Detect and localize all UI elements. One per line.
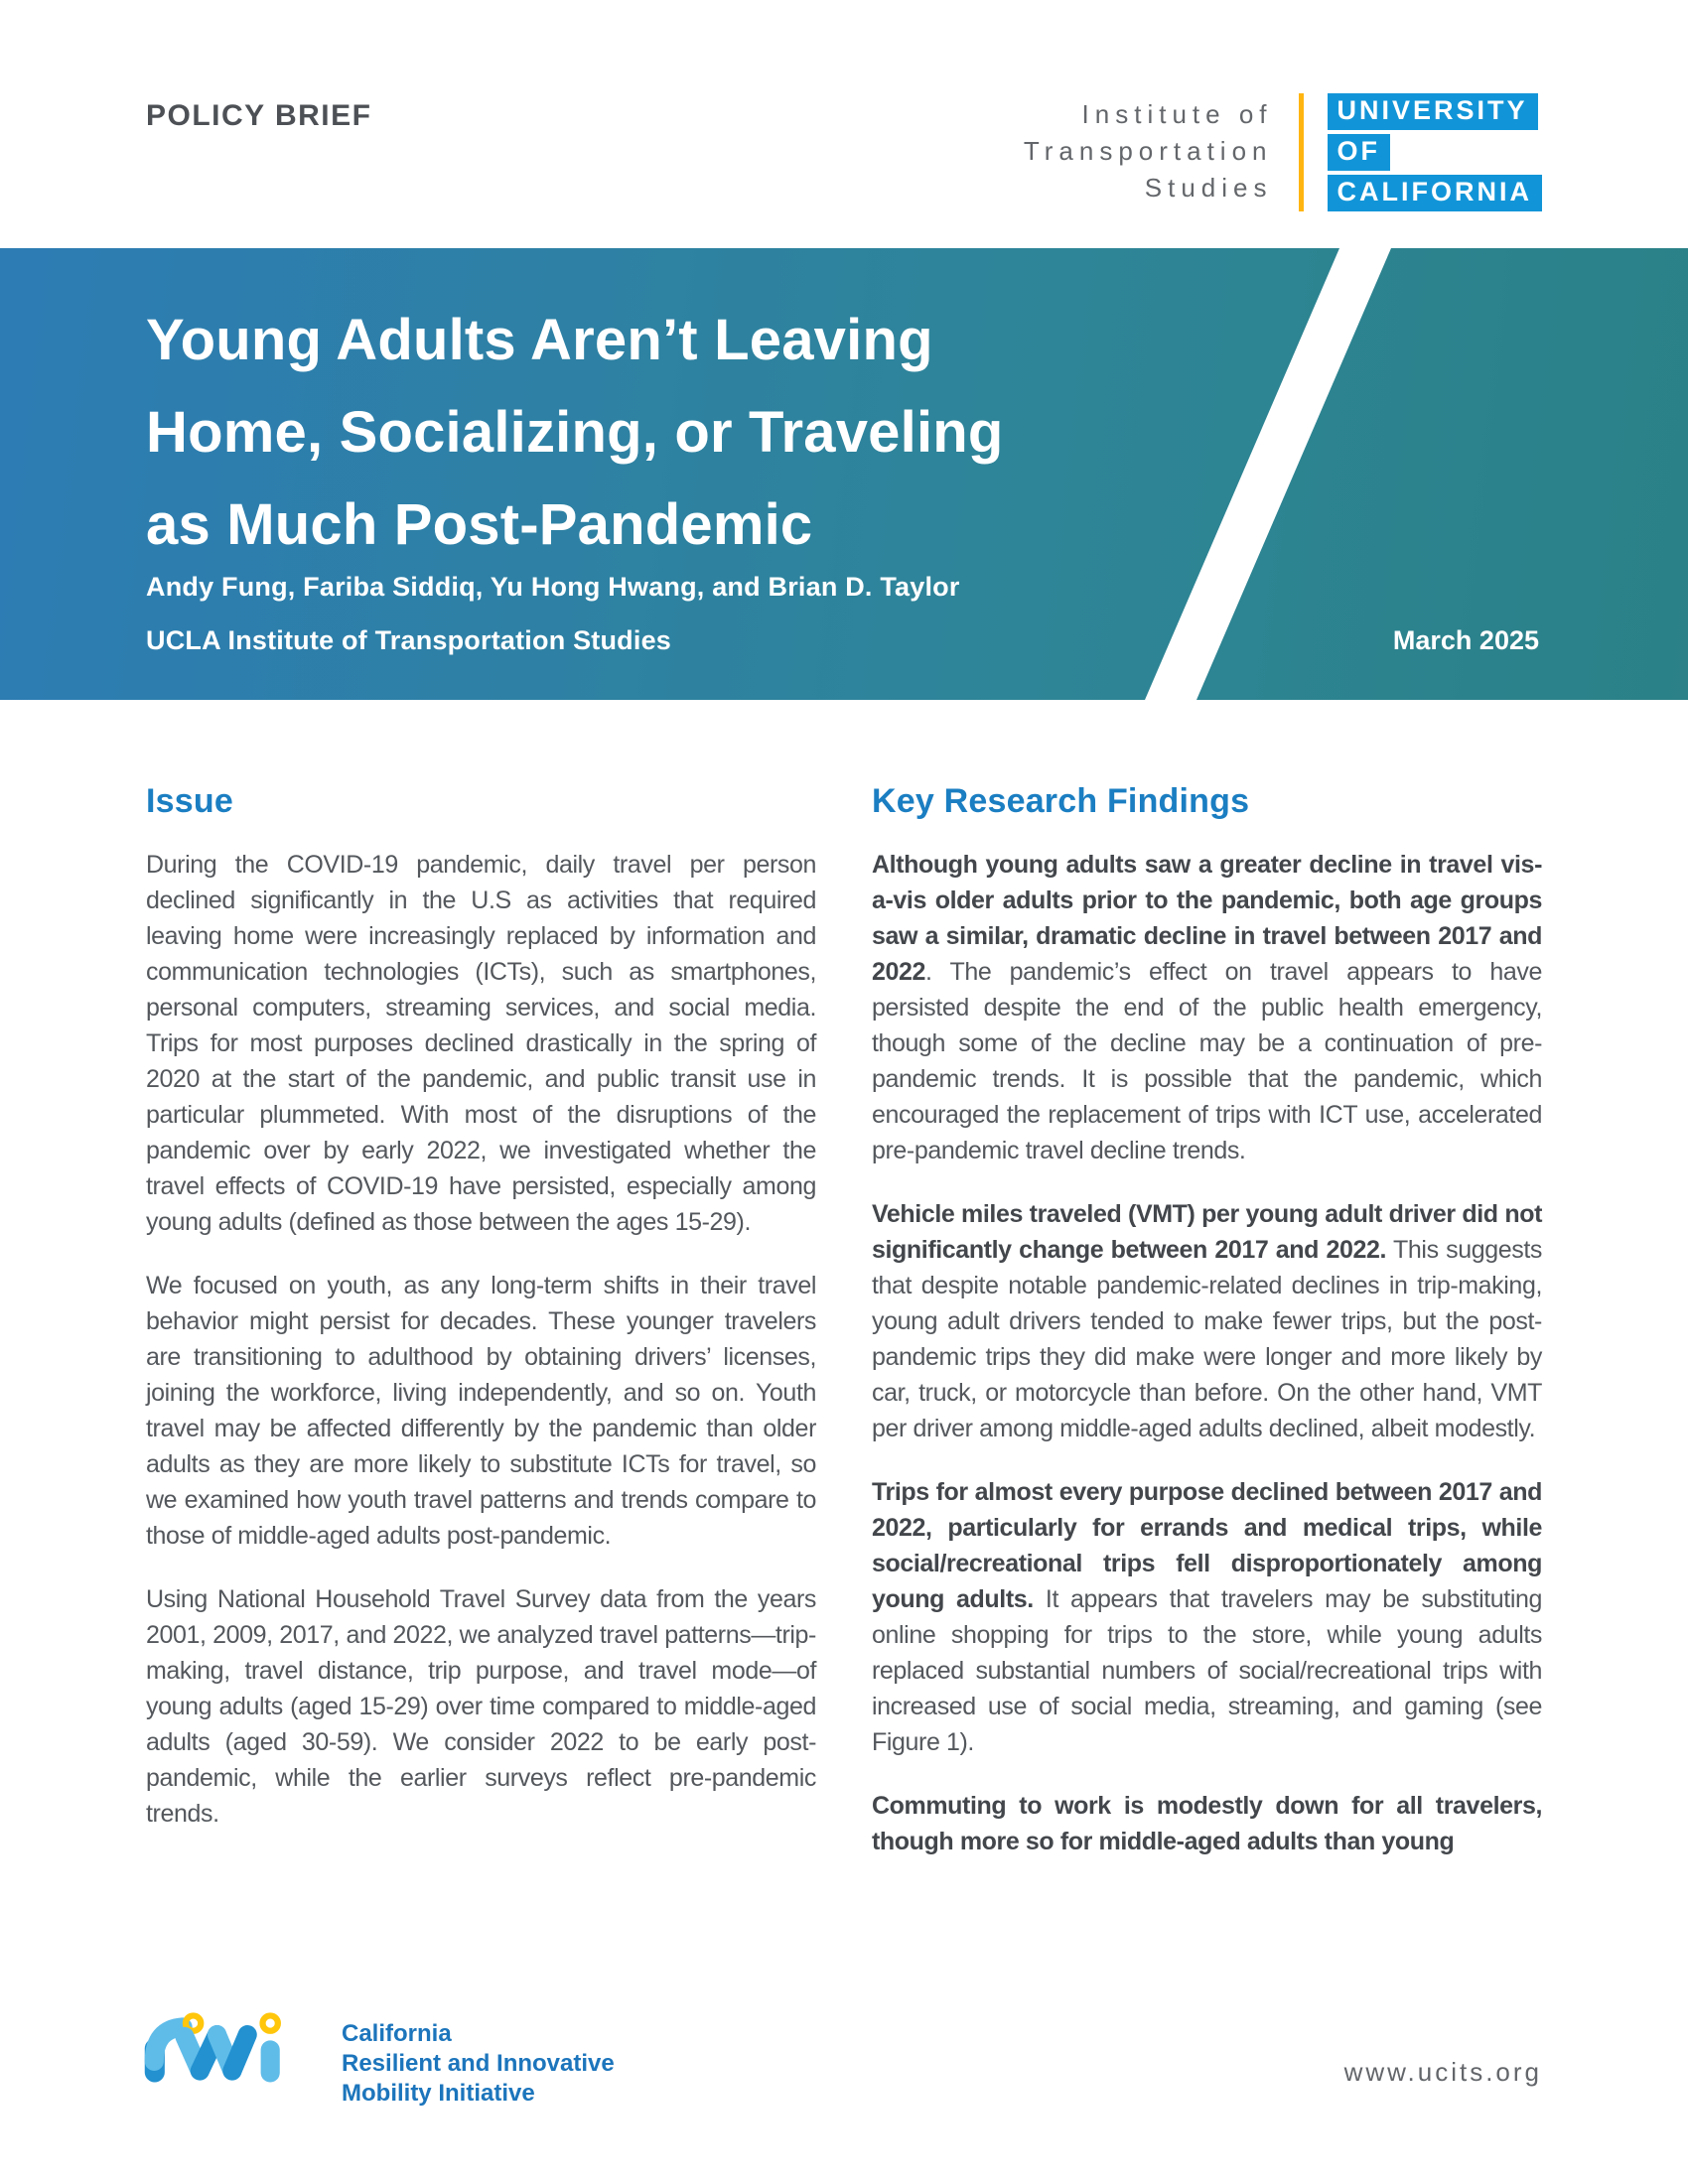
its-wordmark-line: Institute of [1081, 99, 1273, 129]
findings-paragraph [872, 1196, 1542, 1446]
hero-banner [0, 248, 1688, 700]
finding-rest: . The pandemic’s effect on travel appears to have persisted despite the end of the public health emergency, though some of the decline may be a continuation of pre-pandemic trends. It is possible that the pandemic, which encouraged the replacement of trips with ICT use, accelerated pre-pandemic travel decline trends. [872, 958, 1542, 1164]
findings-paragraph [872, 1474, 1542, 1760]
its-wordmark [1024, 93, 1273, 211]
gold-divider-rule [1299, 93, 1304, 211]
findings-heading: Key Research Findings [872, 782, 1250, 820]
kicker-text: POLICY BRIEF [146, 99, 372, 132]
finding-lead: Vehicle miles traveled (VMT) per young adult driver did not significantly change between 2017 and 2022. [872, 1200, 1542, 1264]
its-wordmark-line: Studies [1144, 173, 1273, 203]
page-title-line: as Much Post-Pandemic [146, 492, 813, 557]
uc-logo-line: CALIFORNIA [1328, 175, 1542, 211]
affiliation-line: UCLA Institute of Transportation Studies [146, 625, 672, 655]
page-title-line: Home, Socializing, or Traveling [146, 400, 1004, 465]
issue-heading: Issue [146, 782, 233, 820]
finding-rest: It appears that travelers may be substituting online shopping for trips to the store, while young adults replaced substantial numbers of social/recreational trips with increased use of social media, streaming, and gaming (see Figure 1). [872, 1585, 1542, 1756]
website-link[interactable]: www.ucits.org [1343, 2057, 1542, 2087]
rimi-wordmark-line: California [342, 2020, 452, 2047]
rimi-logo-icon [139, 2011, 320, 2085]
issue-paragraph: During the COVID-19 pandemic, daily travel per person declined significantly in the U.S as activities that required leaving home were increasingly replaced by information and communication technologies (ICTs), such as smartphones, personal computers, streaming services, and social media. Trips for most purposes declined drastically in the spring of 2020 at the start of the pandemic, and public transit use in particular plummeted. With most of the disruptions of the pandemic over by early 2022, we investigated whether the travel effects of COVID-19 have persisted, especially among young adults (defined as those between the ages 15-29). [146, 851, 816, 1236]
issue-paragraph: We focused on youth, as any long-term shifts in their travel behavior might persist for decades. These younger travelers are transitioning to adulthood by obtaining drivers’ licenses, joining the workforce, living independently, and so on. Youth travel may be affected differently by the pandemic than older adults as they are more likely to substitute ICTs for travel, so we examined how youth travel patterns and trends compare to those of middle-aged adults post-pandemic. [146, 1272, 816, 1550]
uc-logo-line: OF [1328, 134, 1391, 171]
rimi-wordmark [342, 2019, 615, 2109]
finding-lead: Commuting to work is modestly down for all travelers, though more so for middle-aged adults than young [872, 1792, 1542, 1855]
finding-rest: This suggests that despite notable pandemic-related declines in trip-making, young adult drivers tended to make fewer trips, but the post-pandemic trips they did make were longer and more likely by car, truck, or motorcycle than before. On the other hand, VMT per driver among middle-aged adults declined, albeit modestly. [872, 1236, 1542, 1442]
its-wordmark-line: Transportation [1023, 136, 1273, 166]
header-logo-group [1024, 93, 1542, 211]
uc-logo [1328, 93, 1542, 211]
rimi-wordmark-line: Mobility Initiative [342, 2080, 535, 2107]
publication-date: March 2025 [1392, 625, 1539, 655]
authors-line: Andy Fung, Fariba Siddiq, Yu Hong Hwang, and Brian D. Taylor [146, 572, 960, 602]
findings-paragraph [872, 847, 1542, 1168]
findings-section [872, 782, 1542, 1859]
body-columns [146, 782, 1542, 1859]
issue-section [146, 782, 816, 1859]
finding-lead: Trips for almost every purpose declined between 2017 and 2022, particularly for errands and medical trips, while social/recreational trips fell disproportionately among young adults. [872, 1478, 1542, 1613]
findings-paragraph [872, 1788, 1542, 1859]
page-title-line: Young Adults Aren’t Leaving [146, 308, 933, 372]
finding-lead: Although young adults saw a greater decline in travel vis-a-vis older adults prior to the pandemic, both age groups saw a similar, dramatic decline in travel between 2017 and 2022 [872, 851, 1542, 986]
rimi-wordmark-line: Resilient and Innovative [342, 2050, 615, 2077]
rimi-logo [139, 2011, 615, 2109]
uc-logo-line: UNIVERSITY [1328, 93, 1538, 130]
page-title [146, 294, 1004, 571]
issue-paragraph: Using National Household Travel Survey data from the years 2001, 2009, 2017, and 2022, we analyzed travel patterns—trip-making, travel distance, trip purpose, and travel mode—of young adults (aged 15-29) over time compared to middle-aged adults (aged 30-59). We consider 2022 to be early post-pandemic, while the earlier surveys reflect pre-pandemic trends. [146, 1585, 816, 1828]
